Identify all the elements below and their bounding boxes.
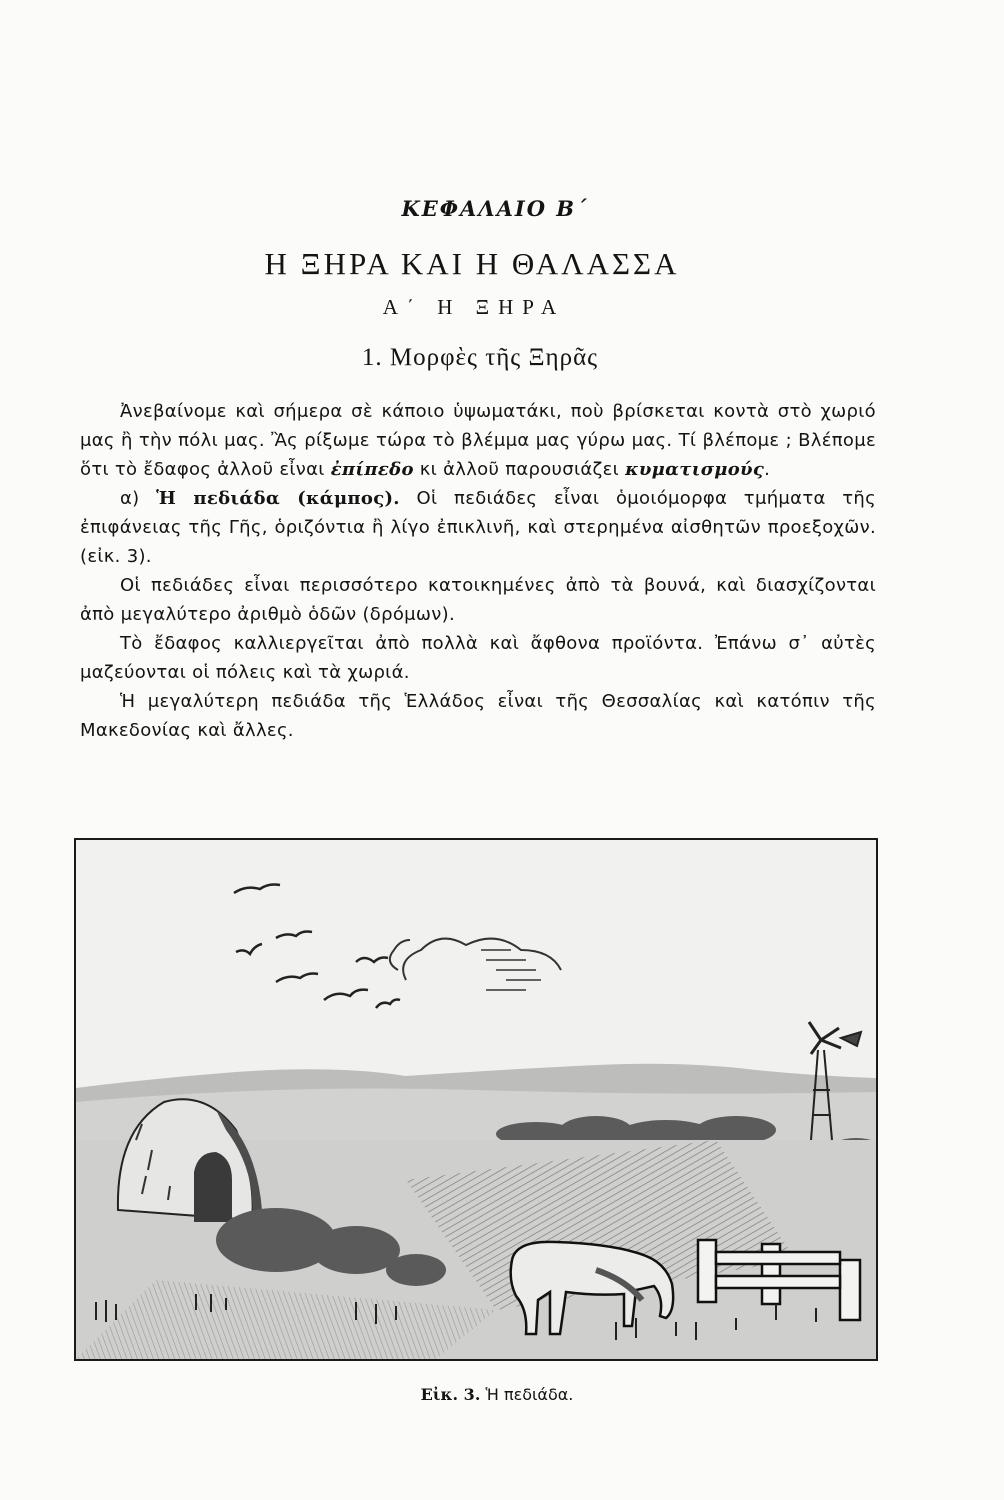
emphasis-undulations: κυματισμούς <box>625 459 765 480</box>
paragraph-intro-text-2: κι ἀλλοῦ παρουσιάζει <box>413 459 626 480</box>
plain-heading: Ἡ πεδιάδα (κάμπος). <box>156 488 400 509</box>
paragraph-intro-text-1: Ἀνεβαίνομε καὶ σήμερα σὲ κάποιο ὑψωματάκι, ποὺ βρίσκεται κοντὰ στὸ χωριό μας ἢ τὴν πόλι μας. Ἂς ρίξωμε τώρα τὸ βλέμμα μας γύρω μας. Τί βλέπομε ; Βλέπομε ὅτι τὸ ἔδαφος ἀλλοῦ εἶναι <box>80 401 876 480</box>
paragraph-intro-text-3: . <box>764 459 771 480</box>
part-title: Α΄ Η ΞΗΡΑ <box>382 295 566 319</box>
paragraph-population: Οἱ πεδιάδες εἶναι περισσότερο κατοικημένες ἀπὸ τὰ βουνά, καὶ διασχίζονται ἀπὸ μεγαλύτερο ἀριθμὸ ὁδῶν (δρόμων). <box>80 575 876 625</box>
section-title: 1. Μορφὲς τῆς Ξηρᾶς <box>361 344 599 371</box>
paragraph-plain-definition <box>80 484 876 571</box>
body-text <box>80 397 876 745</box>
chapter-title: Η ΞΗΡΑ ΚΑΙ Η ΘΑΛΑΣΣΑ <box>264 246 680 281</box>
paragraph-cultivation: Τὸ ἔδαφος καλλιεργεῖται ἀπὸ πολλὰ καὶ ἄφθονα προϊόντα. Ἐπάνω σ᾽ αὐτὲς μαζεύονται οἱ πόλεις καὶ τὰ χωριά. <box>80 633 876 683</box>
list-marker: α) <box>120 488 157 509</box>
chapter-label: ΚΕΦΑΛΑΙΟ Β΄ <box>401 196 589 221</box>
plain-drawing <box>76 840 876 1359</box>
emphasis-flat: ἐπίπεδο <box>330 459 414 480</box>
plain-definition-text: Οἱ πεδιάδες εἶναι ὁμοιόμορφα τμήματα τῆς ἐπιφάνειας τῆς Γῆς, ὁριζόντια ἢ λίγο ἐπικλινῆ, καὶ στερημένα αἰσθητῶν προεξοχῶν. (εἰκ. 3). <box>80 488 876 567</box>
figure-caption-text: Ἡ πεδιάδα. <box>485 1385 574 1404</box>
paragraph-largest-plains: Ἡ μεγαλύτερη πεδιάδα τῆς Ἑλλάδος εἶναι τῆς Θεσσαλίας καὶ κατόπιν τῆς Μακεδονίας καὶ ἄλλες. <box>80 691 876 741</box>
figure-caption <box>0 1385 999 1404</box>
figure-caption-label: Εἰκ. 3. <box>420 1385 481 1404</box>
plain-illustration <box>74 838 878 1361</box>
paragraph-intro <box>80 397 876 484</box>
